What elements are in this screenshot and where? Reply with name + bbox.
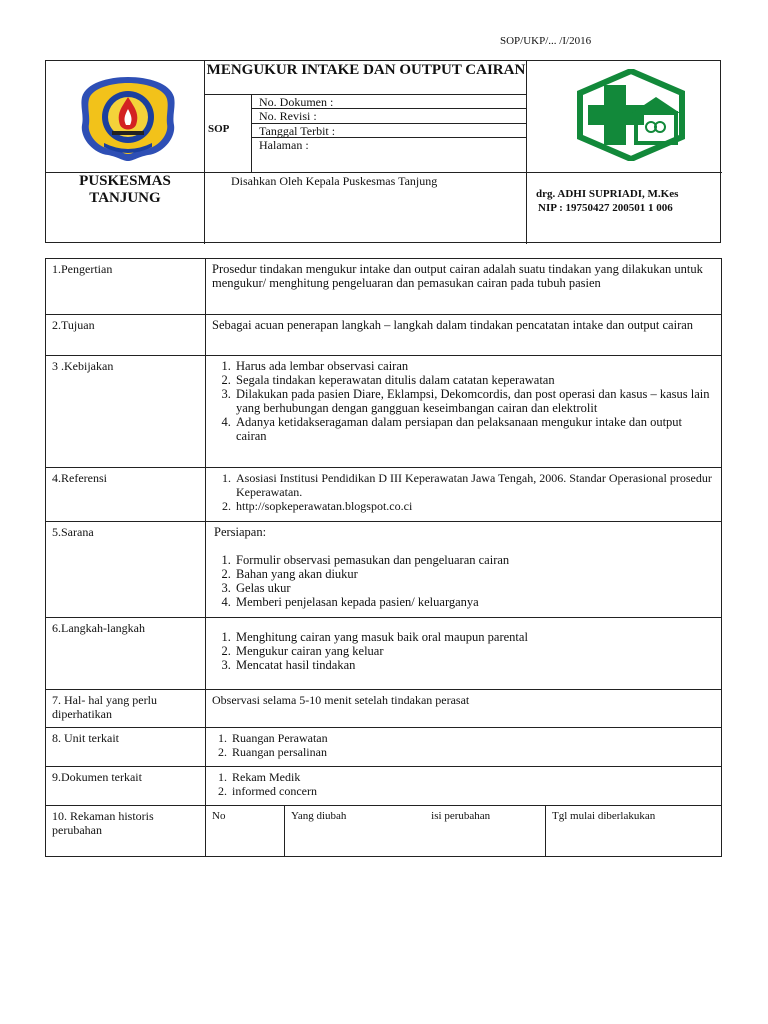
row-value xyxy=(206,618,722,690)
row-value xyxy=(206,468,722,522)
row-value: Sebagai acuan penerapan langkah – langkah dalam tindakan pencatatan intake dan output cairan xyxy=(206,315,722,356)
row-rekaman xyxy=(46,806,722,857)
list-item: 1. Asosiasi Institusi Pendidikan D III Keperawatan Jawa Tengah, 2006. Standar Operasional prosedur Keperawatan. xyxy=(234,471,715,499)
row-label: 5.Sarana xyxy=(46,522,206,618)
document-code: SOP/UKP/... /I/2016 xyxy=(500,35,592,47)
list-item: 4. Adanya ketidakseragaman dalam persiapan dan pelaksanaan mengukur intake dan output cairan xyxy=(234,415,715,443)
list-item: 2. Mengukur cairan yang keluar xyxy=(234,644,715,658)
row-label: 7. Hal- hal yang perlu diperhatikan xyxy=(46,690,206,728)
row-value: Observasi selama 5-10 menit setelah tindakan perasat xyxy=(206,690,722,728)
sarana-intro: Persiapan: xyxy=(214,525,267,539)
row-referensi xyxy=(46,468,722,522)
row-kebijakan xyxy=(46,356,722,468)
row-label: 8. Unit terkait xyxy=(46,728,206,767)
signer-block xyxy=(536,187,678,215)
revision-history-cell xyxy=(206,806,722,857)
row-label: 10. Rekaman historis perubahan xyxy=(46,806,206,857)
sop-title: MENGUKUR INTAKE DAN OUTPUT CAIRAN xyxy=(206,62,526,78)
list-item: 2. http://sopkeperawatan.blogspot.co.ci xyxy=(234,499,715,513)
sop-header xyxy=(45,60,721,243)
issue-date-field: Tanggal Terbit : xyxy=(259,124,336,138)
row-hal xyxy=(46,690,722,728)
list-item: 1. Rekam Medik xyxy=(230,770,715,784)
row-label: 3 .Kebijakan xyxy=(46,356,206,468)
column-header-content: isi perubahan xyxy=(431,810,491,822)
row-value: Prosedur tindakan mengukur intake dan output cairan adalah suatu tindakan yang dilakukan untuk mengukur/ menghitung pengeluaran dan pemasukan cairan pada tubuh pasien xyxy=(206,259,722,315)
list-item: 2. Segala tindakan keperawatan ditulis dalam catatan keperawatan xyxy=(234,373,715,387)
page-field: Halaman : xyxy=(259,138,309,152)
row-label: 2.Tujuan xyxy=(46,315,206,356)
list-item: 3. Gelas ukur xyxy=(234,581,715,595)
row-value xyxy=(206,522,722,618)
list-item: 2. Ruangan persalinan xyxy=(230,745,715,759)
row-value xyxy=(206,356,722,468)
sop-label: SOP xyxy=(208,123,230,135)
column-header-changed: Yang diubah xyxy=(291,810,347,822)
column-header: Tgl mulai diberlakukan xyxy=(552,810,656,822)
puskesmas-cross-logo-icon xyxy=(576,69,686,161)
revision-history-table xyxy=(206,806,721,856)
list-item: 1. Ruangan Perawatan xyxy=(230,731,715,745)
list-item: 2. Bahan yang akan diukur xyxy=(234,567,715,581)
list-item: 1. Harus ada lembar observasi cairan xyxy=(234,359,715,373)
list-item: 4. Memberi penjelasan kepada pasien/ keluarganya xyxy=(234,595,715,609)
row-unit xyxy=(46,728,722,767)
signer-name: drg. ADHI SUPRIADI, M.Kes xyxy=(536,188,679,200)
list-item: 3. Dilakukan pada pasien Diare, Eklampsi, Dekomcordis, dan post operasi dan kasus – kasus lain yang berhubungan dengan gangguan keseimbangan cairan dan elektrolit xyxy=(234,387,715,415)
row-tujuan xyxy=(46,315,722,356)
signer-nip: NIP : 19750427 200501 1 006 xyxy=(538,202,673,214)
column-header xyxy=(285,806,546,856)
list-item: 3. Mencatat hasil tindakan xyxy=(234,658,715,672)
row-langkah xyxy=(46,618,722,690)
column-header: No xyxy=(206,806,285,856)
row-pengertian xyxy=(46,259,722,315)
row-label: 1.Pengertian xyxy=(46,259,206,315)
list-item: 1. Formulir observasi pemasukan dan pengeluaran cairan xyxy=(234,553,715,567)
list-item: 1. Menghitung cairan yang masuk baik oral maupun parental xyxy=(234,630,715,644)
row-dokumen xyxy=(46,767,722,806)
list-item: 2. informed concern xyxy=(230,784,715,798)
row-value xyxy=(206,767,722,806)
doc-number-field: No. Dokumen : xyxy=(259,95,334,109)
row-label: 4.Referensi xyxy=(46,468,206,522)
sop-content-table xyxy=(45,258,722,857)
row-label: 6.Langkah-langkah xyxy=(46,618,206,690)
approval-text: Disahkan Oleh Kepala Puskesmas Tanjung xyxy=(231,174,438,188)
row-sarana xyxy=(46,522,722,618)
regional-emblem-icon xyxy=(78,75,178,161)
row-value xyxy=(206,728,722,767)
revision-field: No. Revisi : xyxy=(259,109,317,123)
organization-name: PUSKESMAS TANJUNG xyxy=(79,173,171,206)
row-label: 9.Dokumen terkait xyxy=(46,767,206,806)
